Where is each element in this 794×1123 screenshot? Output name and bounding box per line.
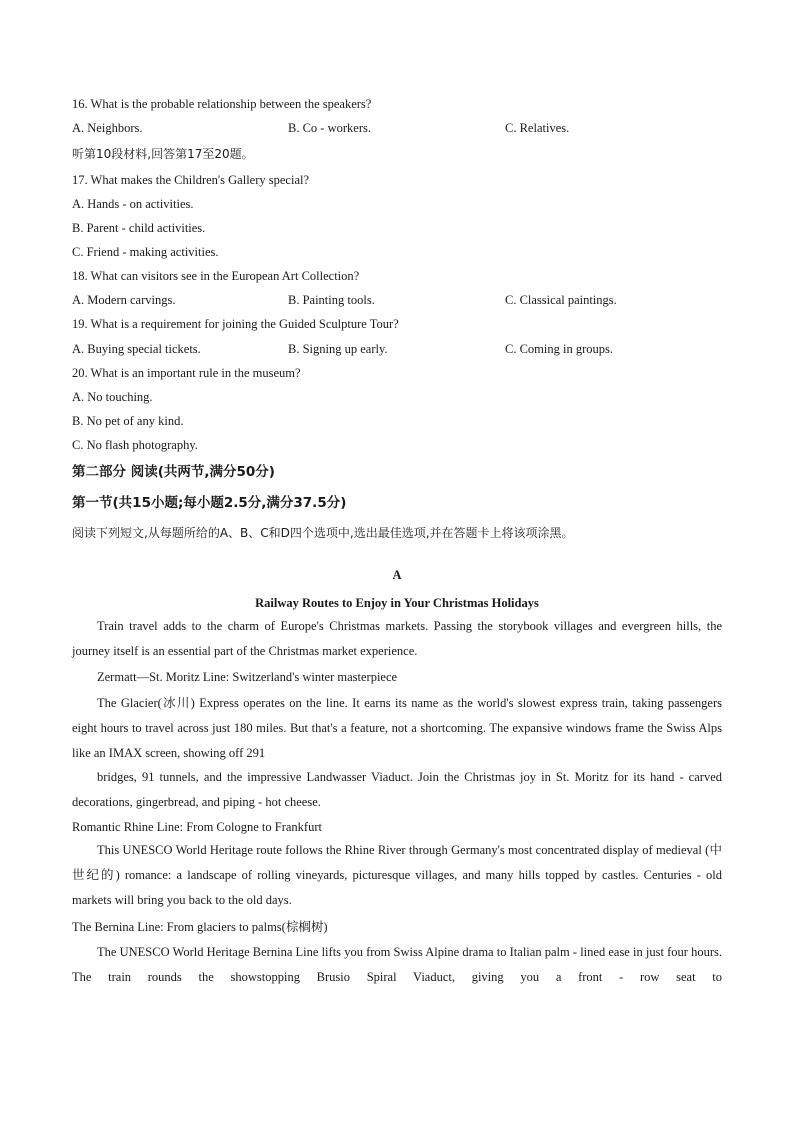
question-17-stem: 17. What makes the Children's Gallery special? (72, 173, 310, 187)
question-18-stem: 18. What can visitors see in the European Art Collection? (72, 269, 360, 283)
passage-letter: A (392, 568, 402, 582)
reading-instruction: 阅读下列短文,从每题所给的A、B、C和D四个选项中,选出最佳选项,并在答题卡上将该项涂黑。 (72, 526, 574, 540)
question-16-option-a: A. Neighbors. (72, 121, 143, 135)
question-18-option-b: B. Painting tools. (288, 293, 375, 307)
section-1-heading: 第一节(共15小题;每小题2.5分,满分37.5分) (72, 495, 347, 511)
part-2-heading: 第二部分 阅读(共两节,满分50分) (72, 464, 275, 480)
rhine-line-paragraph: This UNESCO World Heritage route follows the Rhine River through Germany's most concentrated display of medieval (中世纪的) romance: a landscape of rolling vineyards, picturesque villages, and many hills topped by castles. Centuries - old markets will bring you back to the old days. (72, 843, 722, 907)
question-19-option-a: A. Buying special tickets. (72, 342, 201, 356)
listening-instruction-10: 听第10段材料,回答第17至20题。 (72, 147, 254, 161)
question-20-option-b: B. No pet of any kind. (72, 414, 184, 428)
glacier-express-paragraph-continued: bridges, 91 tunnels, and the impressive Landwasser Viaduct. Join the Christmas joy in St. Moritz for its hand - carved decorations, gingerbread, and piping - hot cheese. (72, 770, 722, 809)
passage-title: Railway Routes to Enjoy in Your Christmas Holidays (255, 596, 539, 610)
question-19-option-c: C. Coming in groups. (505, 342, 613, 356)
question-18-option-c: C. Classical paintings. (505, 293, 617, 307)
bernina-line-heading: The Bernina Line: From glaciers to palms(棕榈树) (72, 920, 328, 934)
zermatt-line-heading: Zermatt—St. Moritz Line: Switzerland's winter masterpiece (97, 670, 398, 684)
question-20-option-c: C. No flash photography. (72, 438, 198, 452)
question-20-stem: 20. What is an important rule in the museum? (72, 366, 301, 380)
question-16-option-c: C. Relatives. (505, 121, 570, 135)
question-17-option-b: B. Parent - child activities. (72, 221, 206, 235)
passage-intro-paragraph: Train travel adds to the charm of Europe's Christmas markets. Passing the storybook villages and evergreen hills, the journey itself is an essential part of the Christmas market experience. (72, 619, 722, 658)
glacier-express-paragraph: The Glacier(冰川) Express operates on the line. It earns its name as the world's slowest express train, taking passengers eight hours to travel across just 180 miles. But that's a feature, not a shortcoming. The expansive windows frame the Swiss Alps like an IMAX screen, showing off 291 (72, 696, 722, 760)
question-19-stem: 19. What is a requirement for joining the Guided Sculpture Tour? (72, 317, 399, 331)
question-16-option-b: B. Co - workers. (288, 121, 371, 135)
question-17-option-c: C. Friend - making activities. (72, 245, 219, 259)
question-19-option-b: B. Signing up early. (288, 342, 388, 356)
question-20-option-a: A. No touching. (72, 390, 153, 404)
bernina-line-paragraph: The UNESCO World Heritage Bernina Line lifts you from Swiss Alpine drama to Italian palm - lined ease in just four hours. The train rounds the showstopping Brusio Spiral Viaduct, giving you a front - row seat to (72, 945, 722, 984)
rhine-line-heading: Romantic Rhine Line: From Cologne to Frankfurt (72, 820, 322, 834)
question-18-option-a: A. Modern carvings. (72, 293, 176, 307)
question-17-option-a: A. Hands - on activities. (72, 197, 194, 211)
question-16-stem: 16. What is the probable relationship between the speakers? (72, 97, 372, 111)
